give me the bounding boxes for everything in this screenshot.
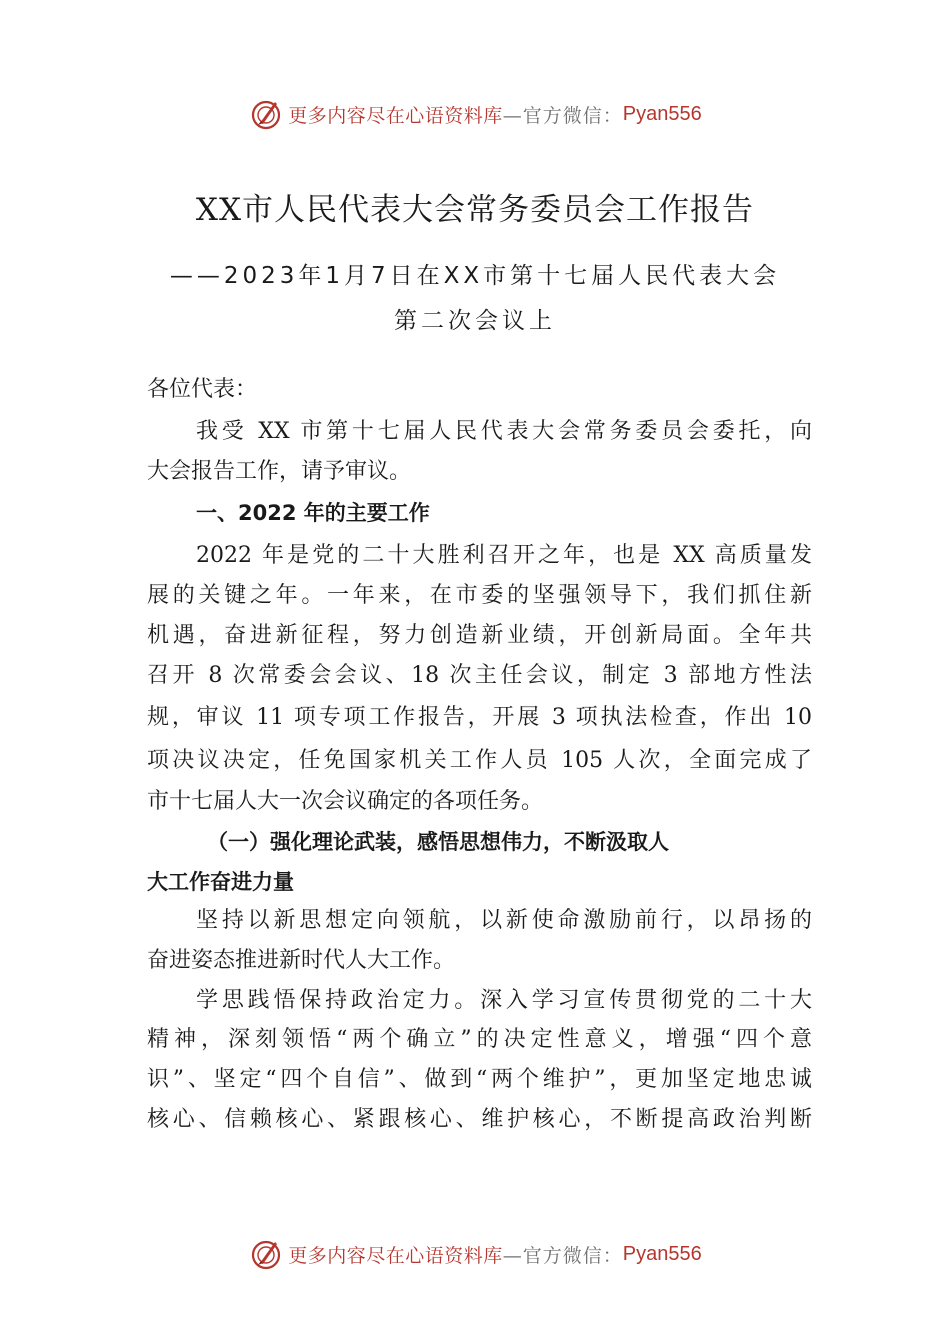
salutation: 各位代表： xyxy=(147,377,258,402)
body-line: 市十七届人大一次会议确定的各项任务。 xyxy=(147,789,544,814)
body-line: 召开 8 次常委会会议、18 次主任会议，制定 3 部地方性法 xyxy=(147,663,812,688)
document-subtitle-line-2: 第二次会议上 xyxy=(394,308,556,334)
header-watermark-banner xyxy=(0,94,950,134)
banner-wechat-handle: Pyan556 xyxy=(622,102,702,125)
body-line: 规，审议 11 项专项工作报告，开展 3 项执法检查，作出 10 xyxy=(147,705,812,730)
document-title: XX市人民代表大会常务委员会工作报告 xyxy=(195,192,755,228)
footer-watermark-banner xyxy=(0,1234,950,1274)
body-line: 2022 年是党的二十大胜利召开之年，也是 XX 高质量发 xyxy=(196,543,812,568)
document-subtitle-line-1: ——2023年1月7日在XX市第十七届人民代表大会 xyxy=(169,263,781,289)
quill-seal-icon xyxy=(248,1236,284,1272)
body-line: 项决议决定，任免国家机关工作人员 105 人次，全面完成了 xyxy=(147,748,812,773)
quill-seal-icon xyxy=(248,96,284,132)
body-line: 奋进姿态推进新时代人大工作。 xyxy=(147,948,456,973)
banner-site-name: 更多内容尽在心语资料库 xyxy=(288,1244,503,1267)
body-line: 我受 XX 市第十七届人民代表大会常务委员会委托，向 xyxy=(196,419,812,444)
banner-wechat-label: —官方微信： xyxy=(502,1244,623,1267)
body-line: 展的关键之年。一年来，在市委的坚强领导下，我们抓住新 xyxy=(147,583,812,608)
body-line: 坚持以新思想定向领航，以新使命激励前行，以昂扬的 xyxy=(196,908,812,933)
body-line: 精神，深刻领悟“两个确立”的决定性意义，增强“四个意 xyxy=(147,1027,812,1052)
banner-wechat-handle: Pyan556 xyxy=(622,1242,702,1265)
body-line: 核心、信赖核心、紧跟核心、维护核心，不断提高政治判断 xyxy=(147,1107,812,1132)
subsection-heading-1-cont: 大工作奋进力量 xyxy=(147,870,294,894)
body-line: 机遇，奋进新征程，努力创造新业绩，开创新局面。全年共 xyxy=(147,623,812,648)
body-line: 大会报告工作，请予审议。 xyxy=(147,459,412,484)
banner-wechat-label: —官方微信： xyxy=(502,104,623,127)
body-line: 识”、坚定“四个自信”、做到“两个维护”，更加坚定地忠诚 xyxy=(147,1067,812,1092)
body-line: 学思践悟保持政治定力。深入学习宣传贯彻党的二十大 xyxy=(196,988,812,1013)
subsection-heading-1: （一）强化理论武装，感悟思想伟力，不断汲取人 xyxy=(207,830,669,854)
banner-site-name: 更多内容尽在心语资料库 xyxy=(288,104,503,127)
section-heading-1: 一、2022 年的主要工作 xyxy=(196,501,430,525)
